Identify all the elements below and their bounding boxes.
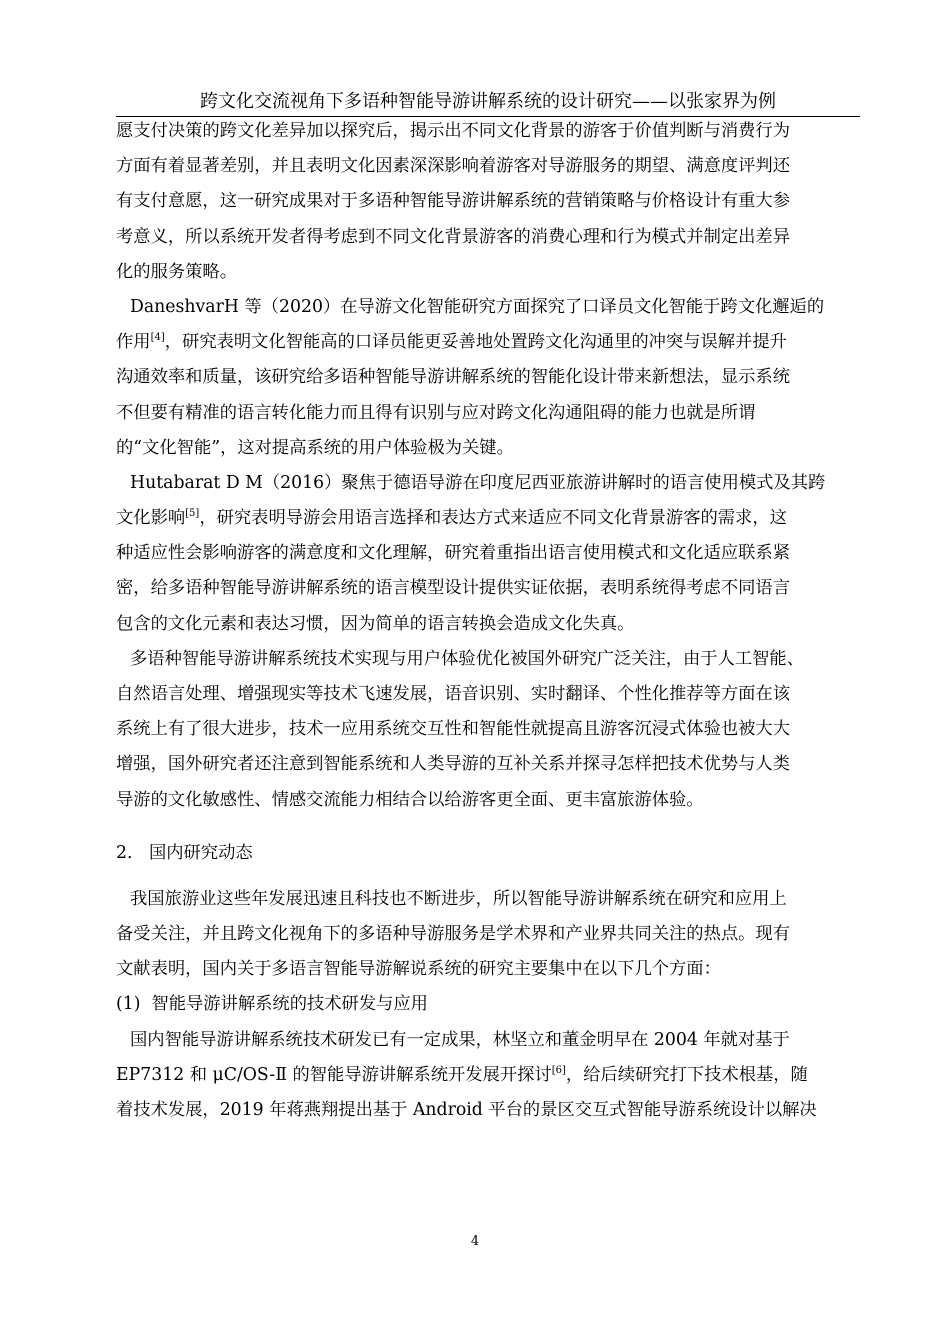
text-run: 作用 [116,332,151,353]
running-header: 跨文化交流视角下多语种智能导游讲解系统的设计研究——以张家界为例 [116,90,860,117]
text-line: 包含的文化元素和表达习惯，因为简单的语言转换会造成文化失真。 [116,613,635,634]
text-line: 沟通效率和质量，该研究给多语种智能导游讲解系统的智能化设计带来新想法，显示系统 [116,367,790,388]
text-run: ，研究表明文化智能高的口译员能更妥善地处置跨文化沟通里的冲突与误解并提升 [164,332,787,353]
text-line: 系统上有了很大进步，技术一应用系统交互性和智能性就提高且游客沉浸式体验也被大大 [116,719,790,740]
text-line: 我国旅游业这些年发展迅速且科技也不断进步，所以智能导游讲解系统在研究和应用上 [130,888,787,909]
text-line: 化的服务策略。 [116,261,237,282]
citation-ref: [5] [185,508,200,520]
text-run: EP7312 和 μC/OS-Ⅱ 的智能导游讲解系统开发展开探讨 [116,1064,552,1085]
text-line: 自然语言处理、增强现实等技术飞速发展，语音识别、实时翻译、个性化推荐等方面在该 [116,684,790,704]
text-line: 导游的文化敏感性、情感交流能力相结合以给游客更全面、更丰富旅游体验。 [116,789,704,810]
text-line [116,501,866,536]
text-line: 国内智能导游讲解系统技术研发已有一定成果，林坚立和董金明早在 2004 年就对基于 [130,1029,790,1050]
text-line: 考意义，所以系统开发者得考虑到不同文化背景游客的消费心理和行为模式并制定出差异 [116,226,790,247]
text-run: 文化影响 [116,508,186,529]
text-line: 多语种智能导游讲解系统技术实现与用户体验优化被国外研究广泛关注，由于人工智能、 [130,648,804,669]
body-text [116,114,866,1128]
text-line: 方面有着显著差别，并且表明文化因素深深影响着游客对导游服务的期望、满意度评判还 [116,156,790,177]
text-line: 有支付意愿，这一研究成果对于多语种智能导游讲解系统的营销策略与价格设计有重大参 [116,191,790,212]
text-run: ，研究表明导游会用语言选择和表达方式来适应不同文化背景游客的需求，这 [199,508,787,529]
text-line: 备受关注，并且跨文化视角下的多语种导游服务是学术界和产业界共同关注的热点。现有 [116,923,790,944]
text-line [116,1058,866,1093]
text-line [116,325,866,360]
text-line: 种适应性会影响游客的满意度和文化理解，研究着重指出语言使用模式和文化适应联系紧 [116,543,790,564]
text-run: ，给后续研究打下技术根基，随 [565,1064,808,1085]
text-line: 不但要有精准的语言转化能力而且得有识别与应对跨文化沟通阻碍的能力也就是所谓 [116,402,756,423]
citation-ref: [4] [150,332,165,344]
citation-ref: [6] [551,1064,566,1076]
subsection-heading: (1) 智能导游讲解系统的技术研发与应用 [116,994,428,1015]
text-line: 增强，国外研究者还注意到智能系统和人类导游的互补关系并探寻怎样把技术优势与人类 [116,754,790,775]
text-line: 密，给多语种智能导游讲解系统的语言模型设计提供实证依据，表明系统得考虑不同语言 [116,578,790,599]
text-line: 愿支付决策的跨文化差异加以探究后，揭示出不同文化背景的游客于价值判断与消费行为 [116,121,790,141]
page-number: 4 [470,1234,480,1249]
text-line: Hutabarat D M（2016）聚焦于德语导游在印度尼西亚旅游讲解时的语言使用模式及其跨 [130,472,826,493]
text-line: 的“文化智能”，这对提高系统的用户体验极为关键。 [116,437,514,458]
text-line: 文献表明，国内关于多语言智能导游解说系统的研究主要集中在以下几个方面： [116,959,721,980]
text-line: DaneshvarH 等（2020）在导游文化智能研究方面探究了口译员文化智能于跨文化邂逅的 [130,296,825,317]
section-heading: 2. 国内研究动态 [116,842,253,863]
text-line: 着技术发展，2019 年蒋燕翔提出基于 Android 平台的景区交互式智能导游系统设计以解决 [116,1099,817,1120]
